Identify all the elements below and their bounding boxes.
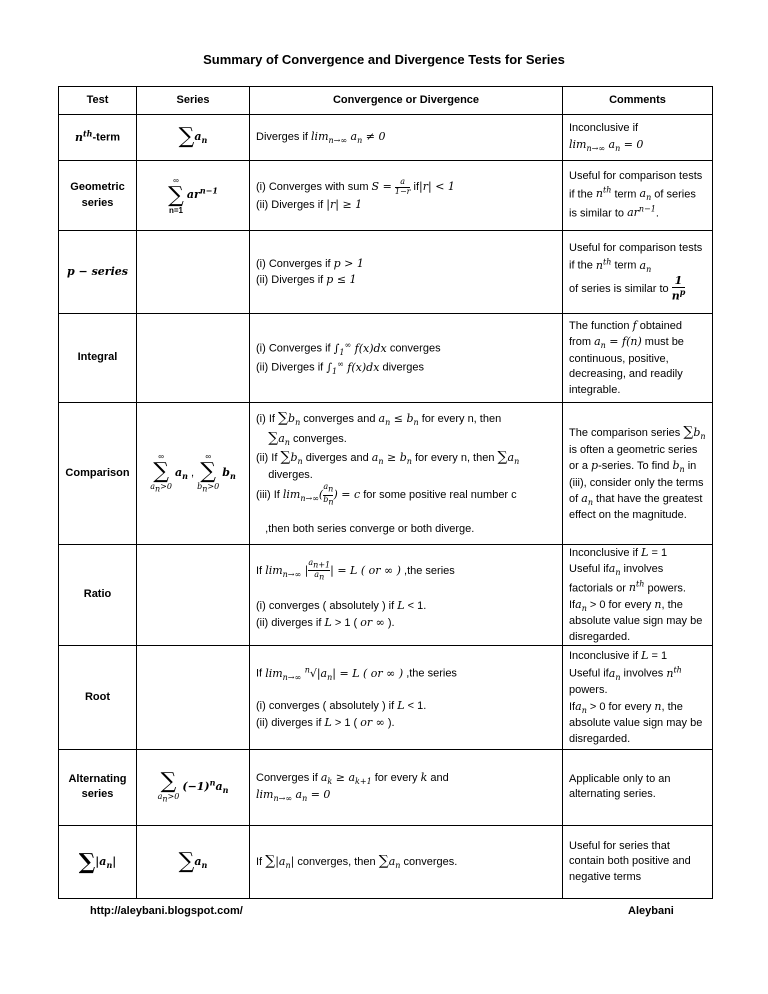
table-row [59,645,713,749]
comment-nth-term: Inconclusive if $\lim_{n\to\infty} a_n = 0$ [563,115,713,161]
series-integral [137,314,250,403]
cond-ratio: If $\lim_{n\to\infty}$ | $\frac{a_{n+1}}{a_n}$ | = L ( or ∞ ) ,the series (i) converges ( absolutely ) if L < 1. (ii) diverges if L > 1 ( or ∞ ). [250,545,563,646]
test-nth-term: $n^{th}$-term [59,115,137,161]
table-row [59,545,713,646]
test-comparison: Comparison [59,403,137,545]
cond-comparison: (i) If $\sum b_n$ converges and $a_n \le b_n$ for every n, then $\sum a_n$ converges. (ii) If $\sum b_n$ diverges and $a_n \ge b_n$ for every n, then $\sum a_n$ diverges. (iii) If $\lim_{n\to\infty}$( $\frac{a_n}{b_n}$ ) = c for some positive real number c ,then both series converge or both diverge. [250,403,563,545]
table-row [59,403,713,545]
table-row [59,115,713,161]
footer-url[interactable]: http://aleybani.blogspot.com/ [90,905,243,917]
test-root: Root [59,645,137,749]
comment-p-series: Useful for comparison tests if the $n^{th}$ term $a_n$ of series is similar to $\frac{1}{n^p}$ [563,231,713,314]
series-comparison: ∞ ∑ $a_n>0$ $a_n$ , ∞ ∑ $b_n>0$ $b_n$ [137,403,250,545]
test-alternating: Alternating series [59,749,137,825]
test-geometric: Geometric series [59,161,137,231]
series-root [137,645,250,749]
test-integral: Integral [59,314,137,403]
test-ratio: Ratio [59,545,137,646]
table-header-row [59,87,713,115]
header-series: Series [137,87,250,115]
comment-absolute: Useful for series that contain both positive and negative terms [563,825,713,898]
cond-alternating: Converges if $a_k \ge a_{k+1}$ for every k and $\lim_{n\to\infty} a_n = 0$ [250,749,563,825]
cond-p-series: (i) Converges if p > 1 (ii) Diverges if p ≤ 1 [250,231,563,314]
header-convergence: Convergence or Divergence [250,87,563,115]
table-row [59,231,713,314]
cond-absolute: If $\sum|a_n|$ converges, then $\sum a_n$ converges. [250,825,563,898]
series-geometric: ∞ ∑ n=1 $ar^{n-1}$ [137,161,250,231]
cond-geometric: (i) Converges with sum S = $\frac{a}{1-r}$ if|r| < 1 (ii) Diverges if |r| ≥ 1 [250,161,563,231]
series-absolute: $\sum a_n$ [137,825,250,898]
cond-nth-term: Diverges if $\lim_{n\to\infty} a_n \ne 0$ [250,115,563,161]
cond-integral: (i) Converges if $\int_1^\infty$ f(x)dx converges (ii) Diverges if $\int_1^\infty$ f(x)dx diverges [250,314,563,403]
comment-alternating: Applicable only to an alternating series. [563,749,713,825]
tests-table [58,86,713,899]
header-test: Test [59,87,137,115]
comment-comparison: The comparison series $\sum b_n$ is often a geometric series or a p-series. To find $b_n$ in (iii), consider only the terms of $a_n$ that have the greatest effect on the magnitude. [563,403,713,545]
header-comments: Comments [563,87,713,115]
table-row [59,749,713,825]
footer-author: Aleybani [628,905,674,917]
series-alternating: ∑ $a_n>0$ $(-1)^na_n$ [137,749,250,825]
comment-root: Inconclusive if L = 1 Useful ifa$_n$ involves $n^{th}$ powers. Ifa$_n$ > 0 for every n, the absolute value sign may be disregarded. [563,645,713,749]
cond-root: If $\lim_{n\to\infty} ^n√|a_n| = L$ ( or ∞ ) ,the series (i) converges ( absolutely ) if L < 1. (ii) diverges if L > 1 ( or ∞ ). [250,645,563,749]
test-absolute: $\sum|a_n|$ [59,825,137,898]
table-row [59,314,713,403]
series-nth-term: $\sum a_n$ [137,115,250,161]
test-p-series: p − series [59,231,137,314]
comment-geometric: Useful for comparison tests if the $n^{th}$ term $a_n$ of series is similar to $ar^{n-1}$. [563,161,713,231]
series-p-series [137,231,250,314]
comment-ratio: Inconclusive if L = 1 Useful ifa$_n$ involves factorials or $n^{th}$ powers. Ifa$_n$ > 0 for every n, the absolute value sign may be disregarded. [563,545,713,646]
table-row [59,161,713,231]
table-row [59,825,713,898]
series-ratio [137,545,250,646]
page-title: Summary of Convergence and Divergence Tests for Series [203,52,565,67]
comment-integral: The function f obtained from $a_n = f(n)$ must be continuous, positive, decreasing, and readily integrable. [563,314,713,403]
